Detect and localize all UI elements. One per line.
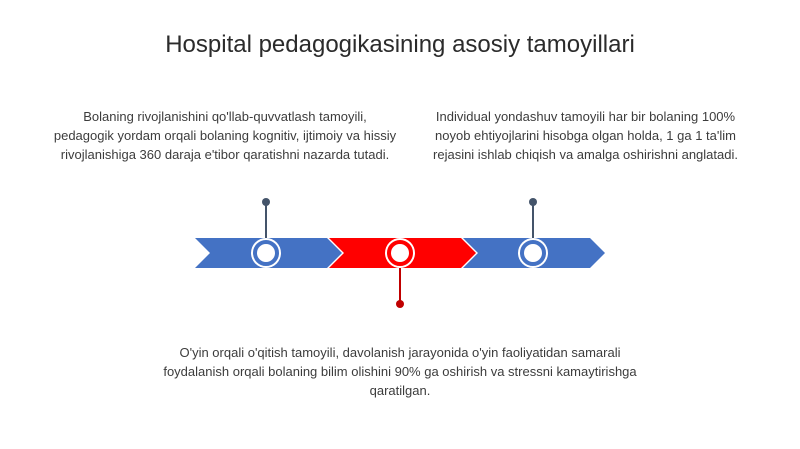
connector-1-dot (262, 198, 270, 206)
milestone-1-ring (255, 242, 277, 264)
connector-3-dot (529, 198, 537, 206)
milestone-2-ring (389, 242, 411, 264)
principle-3-text: Individual yondashuv tamoyili har bir bolaning 100% noyob ehtiyojlarini hisobga olgan holda, 1 ga 1 ta'lim rejasini ishlab chiqish va amalga oshirishni anglatadi. (433, 109, 738, 162)
milestone-3-ring (522, 242, 544, 264)
connector-2-dot (396, 300, 404, 308)
principle-2-text: O'yin orqali o'qitish tamoyili, davolanish jarayonida o'yin faoliyatidan samarali foydalanish orqali bolaning bilim olishini 90% ga oshirish va stressni kamaytirishga qaratilgan. (163, 345, 637, 398)
slide-title: Hospital pedagogikasining asosiy tamoyillari (165, 31, 635, 58)
principle-1-text: Bolaning rivojlanishini qo'llab-quvvatlash tamoyili, pedagogik yordam orqali bolaning kognitiv, ijtimoiy va hissiy rivojlanishiga 360 daraja e'tibor qaratishni nazarda tutadi. (53, 109, 397, 162)
